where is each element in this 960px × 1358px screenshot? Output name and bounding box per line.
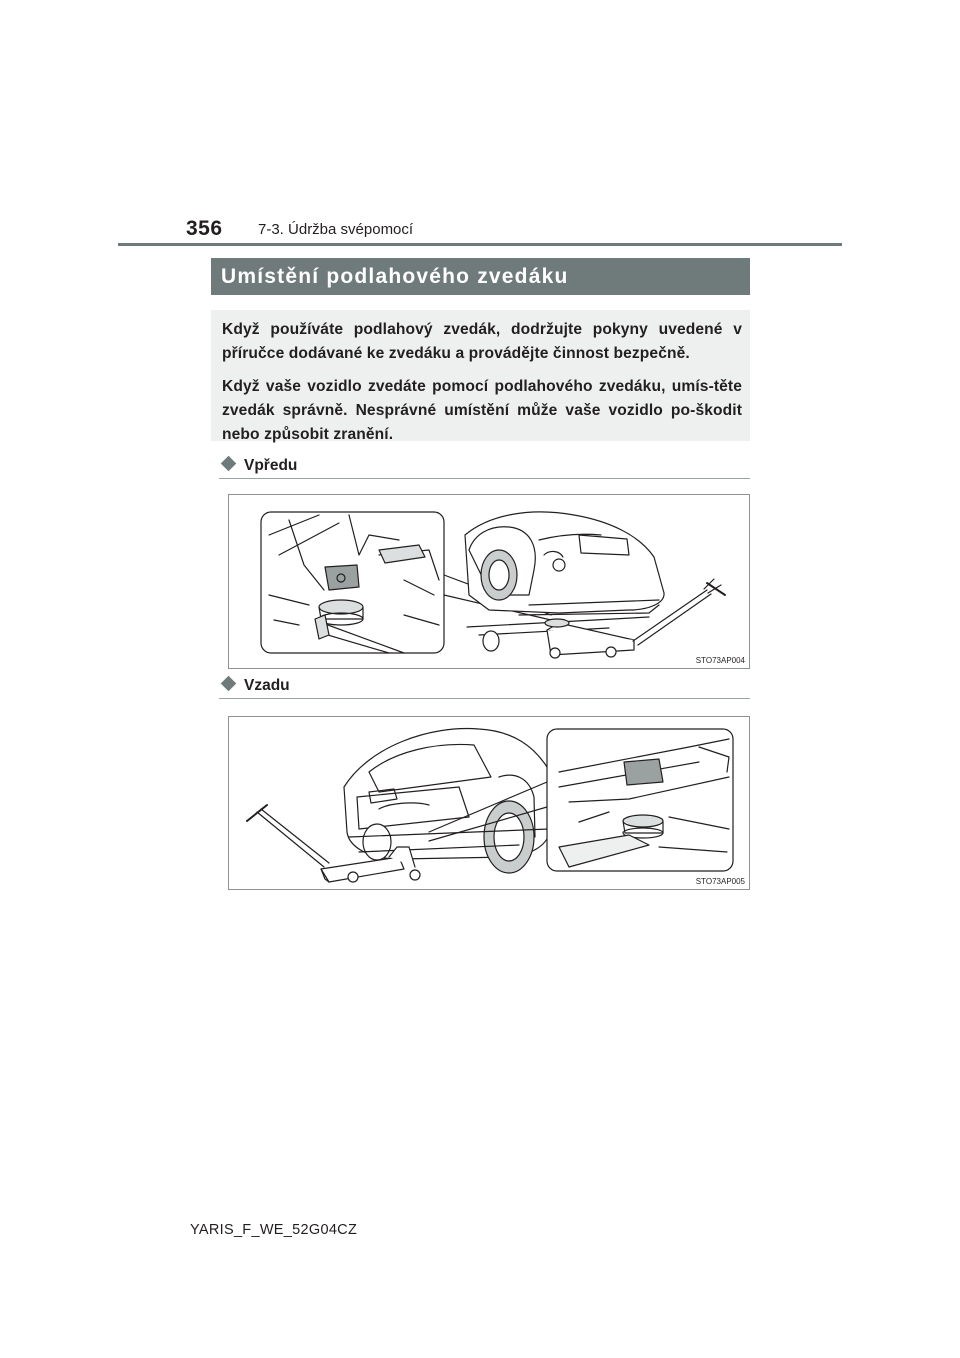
figure-code: STO73AP004: [695, 656, 745, 665]
diamond-bullet-icon: [221, 676, 237, 692]
page-number: 356: [186, 217, 223, 240]
subsection-heading-front-label: Vpředu: [244, 457, 298, 474]
intro-paragraph-1: Když používáte podlahový zvedák, dodržujte pokyny uvedené v příručce dodávané ke zvedáku a provádějte činnost bezpečně.: [222, 321, 742, 362]
subsection-heading-front: [219, 455, 297, 477]
subsection-heading-rear-label: Vzadu: [244, 677, 290, 694]
diamond-bullet-icon: [221, 456, 237, 472]
subsection-heading-rear: [219, 675, 290, 697]
intro-box: [211, 310, 750, 441]
header-rule: [118, 243, 842, 246]
rear-jack-illustration: [228, 716, 750, 890]
front-jack-illustration: [228, 494, 750, 669]
chapter-title: 7-3. Údržba svépomocí: [258, 221, 414, 238]
intro-paragraph-2: Když vaše vozidlo zvedáte pomocí podlahového zvedáku, umís-těte zvedák správně. Nesprávné umístění může vaše vozidlo po-škodit nebo způsobit zranění.: [222, 378, 742, 443]
document-id: YARIS_F_WE_52G04CZ: [190, 1222, 358, 1238]
figure-code: STO73AP005: [695, 877, 745, 886]
subsection-rule: [219, 698, 750, 699]
subsection-rule: [219, 478, 750, 479]
section-title: Umístění podlahového zvedáku: [211, 258, 750, 295]
